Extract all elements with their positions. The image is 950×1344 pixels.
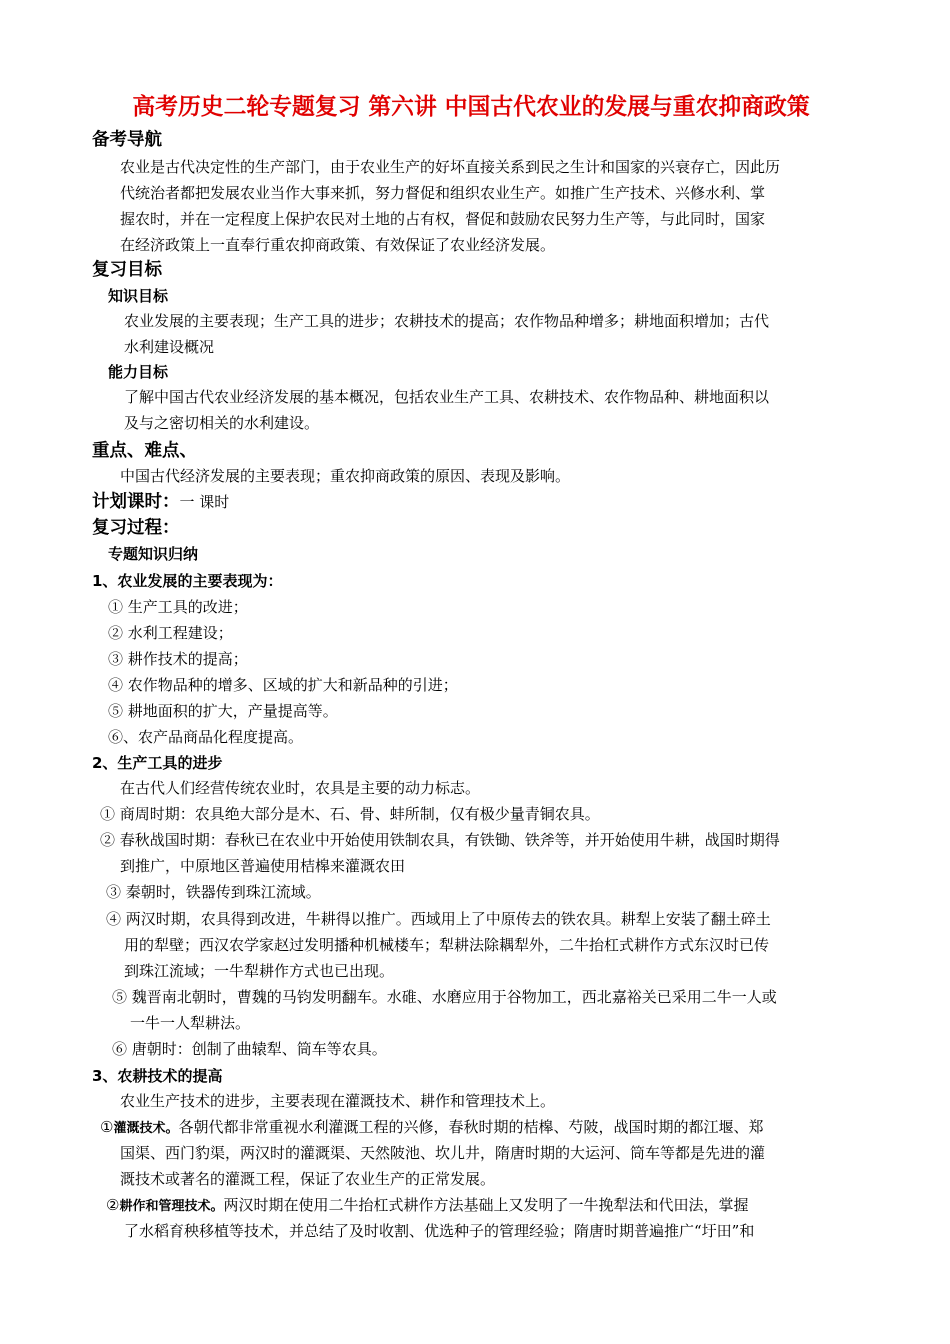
section-3-paragraph-1 xyxy=(100,1120,763,1135)
section-3-paragraph-2 xyxy=(106,1198,748,1213)
section-3-line: 了水稻育秧移植等技术，并总结了及时收割、优选种子的管理经验；隋唐时期普遍推广“圩田”和 xyxy=(124,1222,755,1240)
section-2-line: ③ 秦朝时，铁器传到珠江流域。 xyxy=(106,883,321,901)
section-1-item: ① 生产工具的改进； xyxy=(108,598,248,616)
key-points-heading: 重点、难点、 xyxy=(92,441,197,461)
farming-keyword: 耕作和管理技术。 xyxy=(119,1199,224,1214)
section-2-line: ⑤ 魏晋南北朝时，曹魏的马钧发明翻车。水碓、水磨应用于谷物加工，西北嘉裕关已采用二牛一人或 xyxy=(112,988,777,1006)
irrigation-keyword: 灌溉技术。 xyxy=(113,1121,179,1136)
section-3-intro: 农业生产技术的进步，主要表现在灌溉技术、耕作和管理技术上。 xyxy=(120,1092,556,1110)
section-2-line: ① 商周时期：农具绝大部分是木、石、骨、蚌所制，仅有极少量青铜农具。 xyxy=(100,805,600,823)
ability-goals-heading: 能力目标 xyxy=(108,363,169,381)
section-2-line: 一牛一人犁耕法。 xyxy=(130,1014,251,1032)
section-2-line: ④ 两汉时期，农具得到改进，牛耕得以推广。西域用上了中原传去的铁农具。耕犁上安装了翻土碎土 xyxy=(106,910,771,928)
section-2-intro: 在古代人们经营传统农业时，农具是主要的动力标志。 xyxy=(120,779,481,797)
guide-line: 农业是古代决定性的生产部门，由于农业生产的好坏直接关系到民之生计和国家的兴衰存亡，因此历 xyxy=(120,158,781,176)
knowledge-goals-line: 农业发展的主要表现；生产工具的进步；农耕技术的提高；农作物品种增多；耕地面积增加；古代 xyxy=(124,312,770,330)
guide-heading: 备考导航 xyxy=(92,130,162,150)
ability-goals-line: 了解中国古代农业经济发展的基本概况，包括农业生产工具、农耕技术、农作物品种、耕地面积以 xyxy=(124,388,770,406)
section-2-line: 到推广，中原地区普遍使用桔槔来灌溉农田 xyxy=(120,857,406,875)
section-1-item: ④ 农作物品种的增多、区域的扩大和新品种的引进； xyxy=(108,676,458,694)
plan-hours-value: 一 课时 xyxy=(179,493,230,511)
section-2-line: 用的犁壁；西汉农学家赵过发明播种机械楼车；犁耕法除耦犁外，二牛抬杠式耕作方式东汉时已传 xyxy=(124,936,770,954)
section-1-heading: 1、农业发展的主要表现为： xyxy=(92,572,283,590)
section-2-heading: 2、生产工具的进步 xyxy=(92,754,223,772)
paragraph-number: ② xyxy=(106,1196,120,1214)
knowledge-goals-heading: 知识目标 xyxy=(108,287,169,305)
section-3-line: 溉技术或著名的灌溉工程，保证了农业生产的正常发展。 xyxy=(120,1170,496,1188)
section-1-item: ③ 耕作技术的提高； xyxy=(108,650,248,668)
ability-goals-line: 及与之密切相关的水利建设。 xyxy=(124,414,320,432)
guide-line: 握农时，并在一定程度上保护农民对土地的占有权，督促和鼓励农民努力生产等，与此同时，国家 xyxy=(120,210,766,228)
document-title: 高考历史二轮专题复习 第六讲 中国古代农业的发展与重农抑商政策 xyxy=(132,94,810,120)
section-3-line: 国渠、西门豹渠，两汉时的灌溉渠、天然陂池、坎儿井，隋唐时期的大运河、筒车等都是先进的灌 xyxy=(120,1144,766,1162)
process-subheading: 专题知识归纳 xyxy=(108,545,199,563)
section-2-line: ② 春秋战国时期：春秋已在农业中开始使用铁制农具，有铁锄、铁斧等，并开始使用牛耕，战国时期得 xyxy=(100,831,780,849)
section-1-item: ⑤ 耕地面积的扩大，产量提高等。 xyxy=(108,702,338,720)
process-heading: 复习过程： xyxy=(92,518,180,538)
goals-heading: 复习目标 xyxy=(92,260,162,280)
plan-hours xyxy=(92,494,229,512)
paragraph-text: 两汉时期在使用二牛抬杠式耕作方法基础上又发明了一牛挽犁法和代田法，掌握 xyxy=(223,1196,749,1214)
plan-hours-heading: 计划课时： xyxy=(92,492,180,512)
section-1-item: ⑥、农产品商品化程度提高。 xyxy=(108,728,304,746)
paragraph-text: 各朝代都非常重视水利灌溉工程的兴修，春秋时期的桔槔、芍陂，战国时期的都江堰、郑 xyxy=(178,1118,764,1136)
guide-line: 在经济政策上一直奉行重农抑商政策、有效保证了农业经济发展。 xyxy=(120,236,556,254)
knowledge-goals-line: 水利建设概况 xyxy=(124,338,215,356)
section-2-line: 到珠江流域；一牛犁耕作方式也已出现。 xyxy=(124,962,395,980)
guide-line: 代统治者都把发展农业当作大事来抓，努力督促和组织农业生产。如推广生产技术、兴修水利、掌 xyxy=(120,184,766,202)
section-2-line: ⑥ 唐朝时：创制了曲辕犁、筒车等农具。 xyxy=(112,1040,387,1058)
section-3-heading: 3、农耕技术的提高 xyxy=(92,1067,223,1085)
paragraph-number: ① xyxy=(100,1118,114,1136)
section-1-item: ② 水利工程建设； xyxy=(108,624,233,642)
key-points-line: 中国古代经济发展的主要表现；重农抑商政策的原因、表现及影响。 xyxy=(120,467,571,485)
